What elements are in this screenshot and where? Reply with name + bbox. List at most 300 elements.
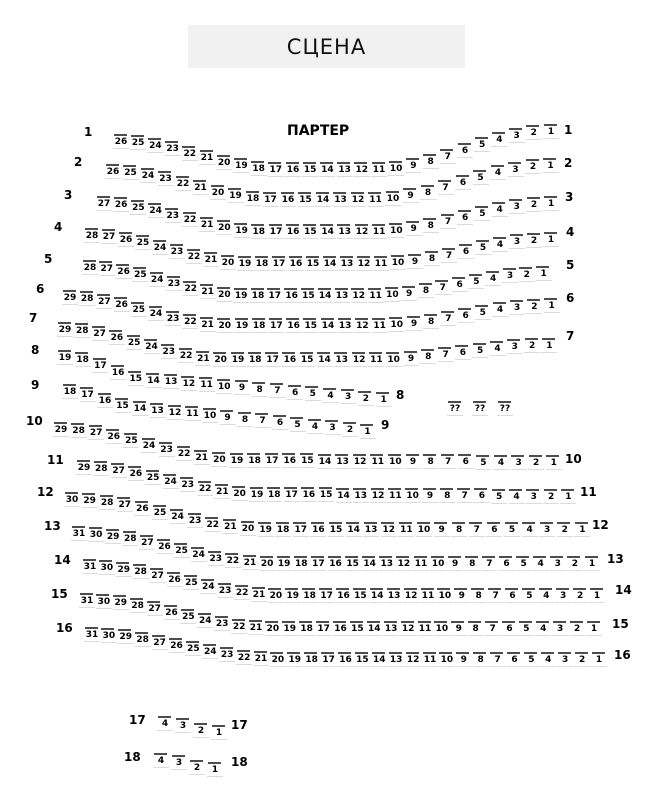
seat[interactable] [258, 522, 274, 537]
seat[interactable] [591, 652, 607, 667]
seat[interactable] [139, 535, 155, 550]
seat[interactable] [150, 403, 166, 418]
seat[interactable] [473, 652, 489, 667]
seat[interactable] [455, 175, 471, 190]
seat[interactable] [267, 288, 283, 303]
seat[interactable] [253, 651, 269, 666]
seat[interactable] [251, 224, 267, 239]
seat[interactable] [407, 254, 423, 269]
seat[interactable] [79, 593, 95, 608]
seat[interactable] [248, 620, 264, 635]
seat[interactable] [349, 621, 365, 636]
seat[interactable] [284, 288, 300, 303]
seat[interactable] [113, 134, 129, 149]
seat[interactable] [336, 588, 352, 603]
seat[interactable] [508, 162, 524, 177]
seat[interactable] [183, 281, 199, 296]
seat[interactable] [115, 398, 131, 413]
seat[interactable] [180, 609, 196, 624]
seat[interactable] [526, 233, 542, 248]
seat[interactable] [473, 170, 489, 185]
seat[interactable] [354, 318, 370, 333]
seat[interactable] [175, 718, 191, 733]
seat[interactable] [298, 192, 314, 207]
seat[interactable] [92, 358, 108, 373]
seat[interactable] [176, 446, 192, 461]
seat[interactable] [99, 261, 115, 276]
seat[interactable] [423, 218, 439, 233]
seat[interactable] [113, 595, 129, 610]
seat[interactable] [440, 311, 456, 326]
seat[interactable] [163, 474, 179, 489]
seat[interactable] [182, 314, 198, 329]
seat[interactable] [337, 224, 353, 239]
seat[interactable] [181, 376, 197, 391]
seat[interactable] [538, 588, 554, 603]
seat[interactable] [405, 488, 421, 503]
seat[interactable] [268, 588, 284, 603]
seat[interactable] [509, 489, 525, 504]
seat[interactable] [368, 192, 384, 207]
seat[interactable] [440, 149, 456, 164]
seat[interactable] [96, 294, 112, 309]
seat[interactable] [123, 165, 139, 180]
seat[interactable] [285, 162, 301, 177]
seat[interactable] [384, 287, 400, 302]
seat[interactable] [420, 588, 436, 603]
seat[interactable] [456, 652, 472, 667]
seat[interactable] [158, 171, 174, 186]
seat[interactable] [159, 442, 175, 457]
seat[interactable] [175, 176, 191, 191]
seat[interactable] [586, 621, 602, 636]
seat[interactable] [447, 556, 463, 571]
seat[interactable] [228, 188, 244, 203]
seat[interactable] [390, 255, 406, 270]
seat[interactable] [310, 522, 326, 537]
seat[interactable] [509, 234, 525, 249]
seat[interactable] [222, 519, 238, 534]
seat[interactable] [424, 251, 440, 266]
seat[interactable] [157, 716, 173, 731]
seat[interactable] [418, 283, 434, 298]
seat[interactable] [272, 415, 288, 430]
seat[interactable] [316, 621, 332, 636]
seat[interactable] [541, 338, 557, 353]
seat[interactable] [441, 248, 457, 263]
seat[interactable] [197, 613, 213, 628]
seat[interactable] [557, 652, 573, 667]
seat[interactable] [217, 583, 233, 598]
seat[interactable] [195, 351, 211, 366]
seat[interactable] [93, 461, 109, 476]
seat[interactable] [287, 652, 303, 667]
seat[interactable] [199, 377, 215, 392]
seat[interactable] [276, 556, 292, 571]
seat[interactable] [183, 575, 199, 590]
seat[interactable] [225, 553, 241, 568]
seat[interactable] [557, 522, 573, 537]
seat[interactable] [141, 438, 157, 453]
seat[interactable] [305, 386, 321, 401]
seat[interactable] [305, 256, 321, 271]
seat-unreadable[interactable] [497, 401, 513, 416]
seat[interactable] [210, 185, 226, 200]
seat[interactable] [358, 391, 374, 406]
seat[interactable] [387, 488, 403, 503]
seat[interactable] [74, 323, 90, 338]
seat[interactable] [507, 652, 523, 667]
seat[interactable] [403, 351, 419, 366]
seat[interactable] [80, 387, 96, 402]
seat[interactable] [75, 352, 91, 367]
seat[interactable] [589, 588, 605, 603]
seat[interactable] [236, 650, 252, 665]
seat[interactable] [405, 652, 421, 667]
seat[interactable] [282, 453, 298, 468]
seat[interactable] [282, 352, 298, 367]
seat[interactable] [310, 556, 326, 571]
seat[interactable] [180, 477, 196, 492]
seat[interactable] [145, 470, 161, 485]
seat[interactable] [543, 232, 559, 247]
seat[interactable] [457, 488, 473, 503]
seat[interactable] [475, 305, 491, 320]
seat[interactable] [214, 484, 230, 499]
seat[interactable] [362, 556, 378, 571]
seat[interactable] [403, 188, 419, 203]
seat-unreadable[interactable] [447, 401, 463, 416]
seat[interactable] [200, 284, 216, 299]
seat[interactable] [320, 224, 336, 239]
seat[interactable] [370, 454, 386, 469]
seat[interactable] [170, 509, 186, 524]
seat[interactable] [356, 256, 372, 271]
seat[interactable] [543, 196, 559, 211]
seat[interactable] [490, 341, 506, 356]
seat[interactable] [62, 290, 78, 305]
seat[interactable] [524, 338, 540, 353]
seat[interactable] [251, 587, 267, 602]
seat[interactable] [485, 271, 501, 286]
seat[interactable] [574, 522, 590, 537]
seat[interactable] [101, 628, 117, 643]
seat[interactable] [354, 224, 370, 239]
seat[interactable] [88, 425, 104, 440]
seat[interactable] [71, 423, 87, 438]
seat[interactable] [352, 588, 368, 603]
seat[interactable] [543, 489, 559, 504]
seat[interactable] [286, 318, 302, 333]
seat[interactable] [187, 513, 203, 528]
seat[interactable] [113, 197, 129, 212]
seat[interactable] [372, 318, 388, 333]
seat[interactable] [455, 345, 471, 360]
seat[interactable] [351, 288, 367, 303]
seat[interactable] [117, 497, 133, 512]
seat[interactable] [420, 185, 436, 200]
seat[interactable] [301, 487, 317, 502]
seat[interactable] [334, 352, 350, 367]
seat[interactable] [307, 419, 323, 434]
seat[interactable] [468, 274, 484, 289]
seat[interactable] [518, 621, 534, 636]
seat[interactable] [250, 288, 266, 303]
seat[interactable] [165, 208, 181, 223]
seat[interactable] [302, 162, 318, 177]
seat[interactable] [485, 621, 501, 636]
seat[interactable] [189, 760, 205, 775]
seat[interactable] [363, 522, 379, 537]
seat[interactable] [345, 556, 361, 571]
seat[interactable] [99, 560, 115, 575]
seat[interactable] [182, 146, 198, 161]
seat[interactable] [165, 311, 181, 326]
seat[interactable] [197, 481, 213, 496]
seat[interactable] [268, 162, 284, 177]
seat[interactable] [161, 344, 177, 359]
seat[interactable] [220, 410, 236, 425]
seat[interactable] [299, 352, 315, 367]
seat[interactable] [526, 125, 542, 140]
seat[interactable] [220, 255, 236, 270]
seat[interactable] [490, 652, 506, 667]
seat[interactable] [82, 559, 98, 574]
seat[interactable] [134, 501, 150, 516]
seat[interactable] [509, 300, 525, 315]
seat[interactable] [511, 455, 527, 470]
seat[interactable] [144, 339, 160, 354]
seat[interactable] [430, 556, 446, 571]
seat[interactable] [366, 621, 382, 636]
seat[interactable] [101, 229, 117, 244]
seat[interactable] [439, 488, 455, 503]
seat[interactable] [252, 382, 268, 397]
seat[interactable] [219, 647, 235, 662]
seat[interactable] [280, 192, 296, 207]
seat[interactable] [454, 588, 470, 603]
seat[interactable] [533, 556, 549, 571]
seat[interactable] [57, 322, 73, 337]
seat[interactable] [544, 298, 560, 313]
seat[interactable] [406, 221, 422, 236]
seat[interactable] [486, 522, 502, 537]
seat[interactable] [536, 266, 552, 281]
seat[interactable] [299, 621, 315, 636]
seat[interactable] [232, 486, 248, 501]
seat[interactable] [233, 288, 249, 303]
seat[interactable] [84, 627, 100, 642]
seat[interactable] [194, 450, 210, 465]
seat[interactable] [389, 317, 405, 332]
seat[interactable] [132, 267, 148, 282]
seat[interactable] [505, 588, 521, 603]
seat[interactable] [269, 383, 285, 398]
seat[interactable] [346, 522, 362, 537]
seat[interactable] [271, 256, 287, 271]
seat[interactable] [328, 556, 344, 571]
seat[interactable] [290, 417, 306, 432]
seat[interactable] [315, 192, 331, 207]
seat[interactable] [299, 453, 315, 468]
seat[interactable] [130, 135, 146, 150]
seat[interactable] [522, 522, 538, 537]
seat[interactable] [368, 352, 384, 367]
seat[interactable] [174, 543, 190, 558]
seat[interactable] [546, 455, 562, 470]
seat[interactable] [247, 352, 263, 367]
seat[interactable] [403, 588, 419, 603]
seat[interactable] [491, 132, 507, 147]
seat[interactable] [182, 212, 198, 227]
seat[interactable] [130, 200, 146, 215]
seat[interactable] [509, 128, 525, 143]
seat[interactable] [328, 522, 344, 537]
seat[interactable] [422, 652, 438, 667]
seat[interactable] [265, 621, 281, 636]
seat[interactable] [106, 429, 122, 444]
seat[interactable] [185, 641, 201, 656]
seat[interactable] [322, 256, 338, 271]
seat[interactable] [229, 453, 245, 468]
seat[interactable] [105, 164, 121, 179]
seat[interactable] [458, 454, 474, 469]
seat[interactable] [574, 652, 590, 667]
seat[interactable] [148, 306, 164, 321]
seat[interactable] [135, 235, 151, 250]
seat[interactable] [492, 302, 508, 317]
seat[interactable] [493, 455, 509, 470]
seat[interactable] [371, 224, 387, 239]
seat[interactable] [153, 753, 169, 768]
seat[interactable] [337, 162, 353, 177]
seat[interactable] [288, 256, 304, 271]
seat[interactable] [92, 326, 108, 341]
seat[interactable] [116, 562, 132, 577]
seat[interactable] [169, 638, 185, 653]
seat[interactable] [502, 268, 518, 283]
seat[interactable] [200, 317, 216, 332]
seat[interactable] [386, 352, 402, 367]
seat[interactable] [440, 454, 456, 469]
seat[interactable] [352, 454, 368, 469]
seat[interactable] [240, 521, 256, 536]
seat[interactable] [526, 299, 542, 314]
seat[interactable] [438, 347, 454, 362]
seat[interactable] [519, 267, 535, 282]
seat[interactable] [438, 180, 454, 195]
seat[interactable] [543, 158, 559, 173]
seat[interactable] [285, 588, 301, 603]
seat[interactable] [488, 588, 504, 603]
seat[interactable] [318, 487, 334, 502]
seat[interactable] [451, 621, 467, 636]
seat[interactable] [474, 137, 490, 152]
seat[interactable] [439, 652, 455, 667]
seat[interactable] [122, 531, 138, 546]
seat[interactable] [237, 256, 253, 271]
seat[interactable] [96, 594, 112, 609]
seat[interactable] [509, 199, 525, 214]
seat[interactable] [440, 214, 456, 229]
seat[interactable] [458, 308, 474, 323]
seat[interactable] [371, 162, 387, 177]
seat[interactable] [186, 249, 202, 264]
seat[interactable] [333, 192, 349, 207]
seat[interactable] [388, 161, 404, 176]
seat[interactable] [169, 244, 185, 259]
seat[interactable] [114, 297, 130, 312]
seat[interactable] [199, 217, 215, 232]
seat[interactable] [57, 350, 73, 365]
seat[interactable] [434, 522, 450, 537]
seat[interactable] [387, 454, 403, 469]
seat[interactable] [472, 343, 488, 358]
seat[interactable] [62, 384, 78, 399]
seat[interactable] [539, 522, 555, 537]
seat[interactable] [231, 619, 247, 634]
seat[interactable] [211, 452, 227, 467]
seat[interactable] [193, 180, 209, 195]
seat[interactable] [451, 522, 467, 537]
seat[interactable] [193, 723, 209, 738]
seat[interactable] [185, 406, 201, 421]
seat[interactable] [337, 318, 353, 333]
seat[interactable] [247, 453, 263, 468]
seat[interactable] [572, 588, 588, 603]
seat[interactable] [469, 522, 485, 537]
seat[interactable] [300, 288, 316, 303]
seat[interactable] [234, 380, 250, 395]
seat[interactable] [321, 652, 337, 667]
seat[interactable] [526, 489, 542, 504]
seat[interactable] [304, 652, 320, 667]
seat[interactable] [567, 556, 583, 571]
seat[interactable] [207, 762, 223, 777]
seat[interactable] [386, 588, 402, 603]
seat[interactable] [338, 652, 354, 667]
seat[interactable] [230, 352, 246, 367]
seat[interactable] [84, 228, 100, 243]
seat[interactable] [118, 629, 134, 644]
seat[interactable] [504, 522, 520, 537]
seat[interactable] [333, 621, 349, 636]
seat[interactable] [543, 124, 559, 139]
seat[interactable] [417, 621, 433, 636]
seat[interactable] [492, 202, 508, 217]
seat[interactable] [373, 256, 389, 271]
seat[interactable] [149, 272, 165, 287]
seat[interactable] [118, 232, 134, 247]
seat[interactable] [302, 588, 318, 603]
seat[interactable] [275, 522, 291, 537]
seat[interactable] [285, 224, 301, 239]
seat[interactable] [385, 191, 401, 206]
seat[interactable] [320, 318, 336, 333]
seat[interactable] [268, 224, 284, 239]
seat[interactable] [458, 244, 474, 259]
seat[interactable] [339, 256, 355, 271]
seat[interactable] [584, 556, 600, 571]
seat[interactable] [457, 143, 473, 158]
seat[interactable] [405, 454, 421, 469]
seat[interactable] [76, 460, 92, 475]
seat[interactable] [340, 389, 356, 404]
seat[interactable] [502, 621, 518, 636]
seat[interactable] [481, 556, 497, 571]
seat[interactable] [319, 162, 335, 177]
seat[interactable] [268, 318, 284, 333]
